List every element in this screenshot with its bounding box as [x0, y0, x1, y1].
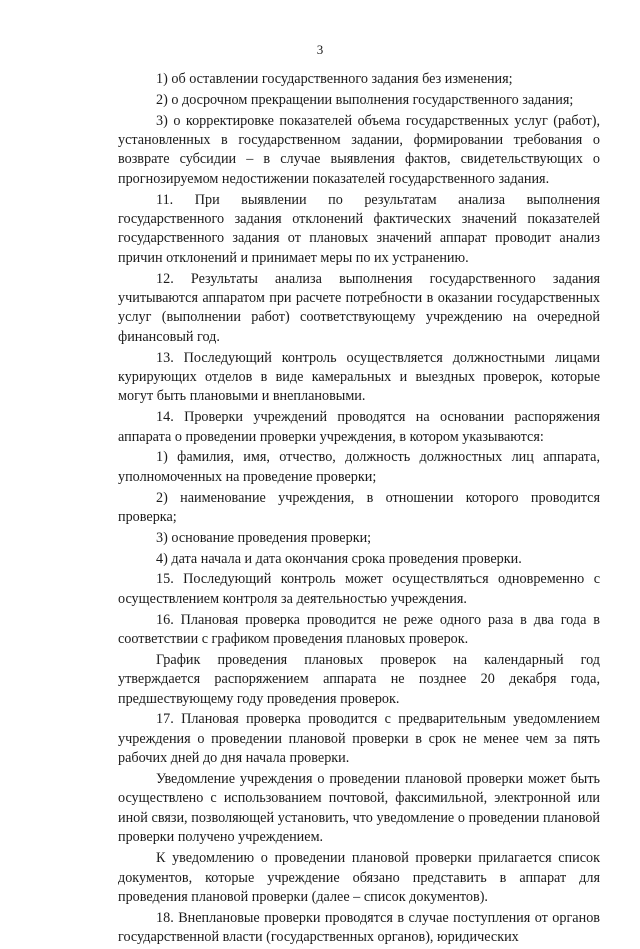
- paragraph-decision-3: 3) о корректировке показателей объема государственных услуг (работ), установленных в государственном задании, формировании требования о возврате субсидии – в случае выявления фактов, свидетельствующих о прогнозируемом недостижении показателей государственного задания.: [118, 112, 600, 187]
- paragraph-clause-14-item-4: 4) дата начала и дата окончания срока проведения проверки.: [156, 550, 522, 567]
- paragraph-clause-15: 15. Последующий контроль может осуществляться одновременно с осуществлением контроля за деятельностью учреждения.: [118, 571, 600, 607]
- paragraph-clause-13: 13. Последующий контроль осуществляется должностными лицами курирующих отделов в виде камеральных и выездных проверок, которые могут быть плановыми и внеплановыми.: [118, 349, 600, 405]
- paragraph-clause-17: 17. Плановая проверка проводится с предварительным уведомлением учреждения о проведении плановой проверки в срок не менее чем за пять рабочих дней до дня начала проверки.: [118, 711, 600, 767]
- paragraph-clause-18: 18. Внеплановые проверки проводятся в случае поступления от органов государственной власти (государственных органов), юридических: [118, 909, 600, 946]
- paragraph-clause-16: 16. Плановая проверка проводится не реже одного раза в два года в соответствии с графиком проведения плановых проверок.: [118, 611, 600, 648]
- page-number: 3: [316, 42, 324, 57]
- paragraph-clause-14-item-3: 3) основание проведения проверки;: [156, 529, 372, 546]
- paragraph-decision-2: 2) о досрочном прекращении выполнения государственного задания;: [156, 91, 574, 108]
- paragraph-notification: Уведомление учреждения о проведении плановой проверки может быть осуществлено с использованием почтовой, факсимильной, электронной или иной связи, позволяющей установить, что уведомление о проведении плановой проверки получено учреждением.: [118, 771, 600, 846]
- paragraph-clause-11: 11. При выявлении по результатам анализа выполнения государственного задания отклонений фактических значений показателей государственного задания от плановых значений аппарат проводит анализ причин отклонений и принимает меры по их устранению.: [118, 191, 600, 266]
- paragraph-clause-12: 12. Результаты анализа выполнения государственного задания учитываются аппаратом при расчете потребности в оказании государственных услуг (выполнении работ) соответствующему учреждению на очередной финансовый год.: [118, 270, 600, 345]
- paragraph-clause-14-item-1: 1) фамилия, имя, отчество, должность должностных лиц аппарата, уполномоченных на проведение проверки;: [118, 449, 600, 485]
- paragraph-clause-14-item-2: 2) наименование учреждения, в отношении которого проводится проверка;: [118, 489, 600, 526]
- document-body: [118, 70, 600, 949]
- paragraph-decision-1: 1) об оставлении государственного задания без изменения;: [156, 71, 513, 87]
- paragraph-document-list: К уведомлению о проведении плановой проверки прилагается список документов, которые учреждение обязано представить в аппарат для проведения плановой проверки (далее – список документов).: [118, 850, 600, 905]
- paragraph-schedule: График проведения плановых проверок на календарный год утверждается распоряжением аппарата не позднее 20 декабря года, предшествующему году проведения проверок.: [118, 651, 600, 707]
- paragraph-clause-14: 14. Проверки учреждений проводятся на основании распоряжения аппарата о проведении проверки учреждения, в котором указываются:: [118, 409, 600, 445]
